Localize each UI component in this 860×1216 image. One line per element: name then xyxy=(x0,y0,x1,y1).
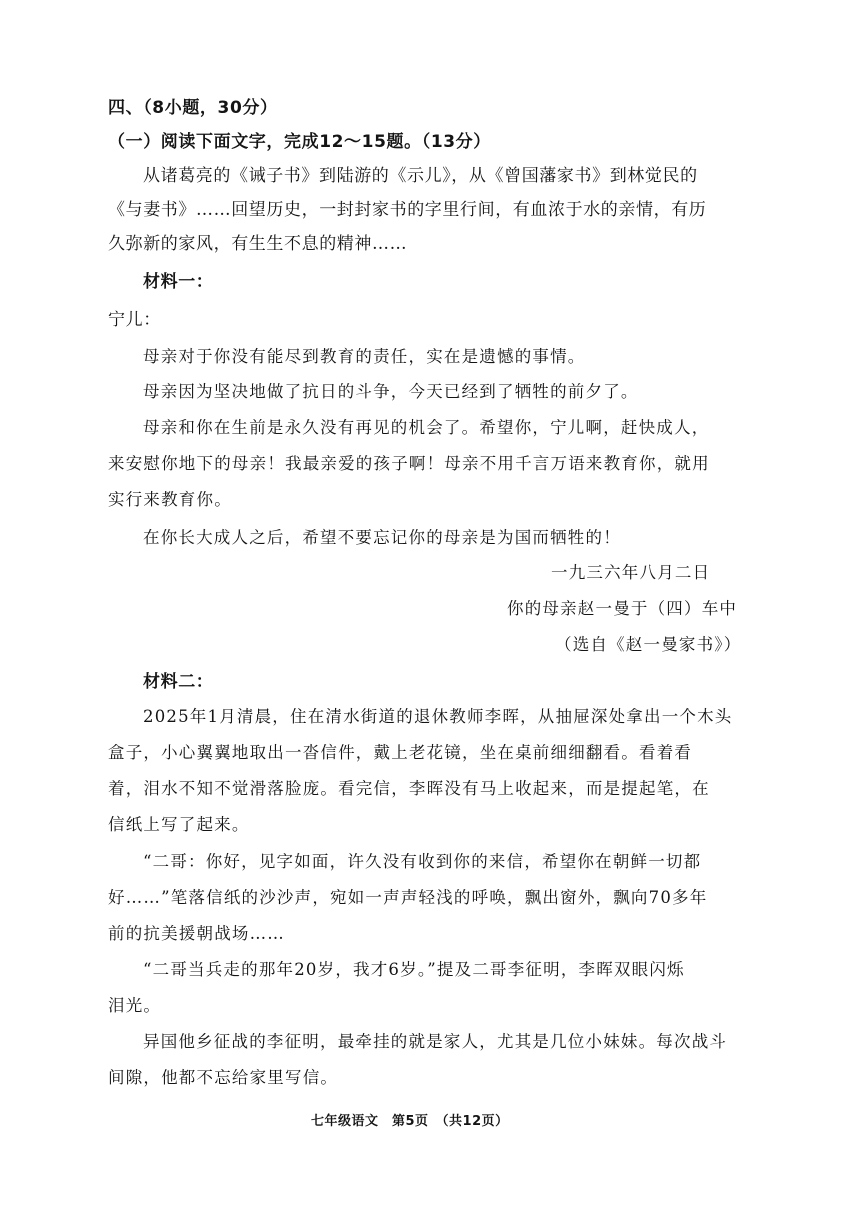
letter-line: 母亲和你在生前是永久没有再见的机会了。希望你，宁儿啊，赶快成人， xyxy=(143,418,710,437)
letter-line: 母亲对于你没有能尽到教育的责任，实在是遗憾的事情。 xyxy=(143,347,586,366)
paragraph-line: “二哥当兵走的那年20岁，我才6岁。”提及二哥李征明，李晖双眼闪烁 xyxy=(143,960,685,979)
letter-line: 母亲因为坚决地做了抗日的斗争，今天已经到了牺牲的前夕了。 xyxy=(143,382,639,401)
section-heading: 四、（8小题，30分） xyxy=(108,98,278,118)
letter-date: 一九三六年八月二日 xyxy=(551,563,711,582)
section-subheading: （一）阅读下面文字，完成12～15题。（13分） xyxy=(108,132,491,152)
letter-signature: 你的母亲赵一曼于（四）车中 xyxy=(507,599,738,618)
paragraph-line: 着，泪水不知不觉滑落脸庞。看完信，李晖没有马上收起来，而是提起笔，在 xyxy=(108,779,710,798)
intro-line: 从诸葛亮的《诫子书》到陆游的《示儿》，从《曾国藩家书》到林觉民的 xyxy=(143,166,698,186)
letter-source: （选自《赵一曼家书》） xyxy=(555,635,742,654)
paragraph-line: 2025年1月清晨，住在清水街道的退休教师李晖，从抽屉深处拿出一个木头 xyxy=(143,707,733,726)
letter-line: 在你长大成人之后，希望不要忘记你的母亲是为国而牺牲的！ xyxy=(143,528,621,547)
paragraph-line: 信纸上写了起来。 xyxy=(108,815,250,834)
material2-title: 材料二： xyxy=(143,672,214,692)
paragraph-line: 异国他乡征战的李征明，最牵挂的就是家人，尤其是几位小妹妹。每次战斗 xyxy=(143,1032,728,1051)
page-footer: 七年级语文 第5页 （共12页） xyxy=(311,1114,509,1129)
material1-title: 材料一： xyxy=(143,272,214,292)
paragraph-line: 间隙，他都不忘给家里写信。 xyxy=(108,1068,339,1087)
intro-line: 《与妻书》……回望历史，一封封家书的字里行间，有血浓于水的亲情，有历 xyxy=(108,200,707,220)
paragraph-line: 好……”笔落信纸的沙沙声，宛如一声声轻浅的呼唤，飘出窗外，飘向70多年 xyxy=(108,888,708,907)
letter-line: 来安慰你地下的母亲！我最亲爱的孩子啊！母亲不用千言万语来教育你，就用 xyxy=(108,454,710,473)
letter-salutation: 宁儿： xyxy=(108,310,161,330)
paragraph-line: “二哥：你好，见字如面，许久没有收到你的来信，希望你在朝鲜一切都 xyxy=(143,852,702,871)
paragraph-line: 盒子，小心翼翼地取出一沓信件，戴上老花镜，坐在桌前细细翻看。看着看 xyxy=(108,743,693,762)
paragraph-line: 泪光。 xyxy=(108,996,162,1015)
intro-line: 久弥新的家风，有生生不息的精神…… xyxy=(108,234,408,254)
paragraph-line: 前的抗美援朝战场…… xyxy=(108,924,285,943)
letter-line: 实行来教育你。 xyxy=(108,490,232,509)
